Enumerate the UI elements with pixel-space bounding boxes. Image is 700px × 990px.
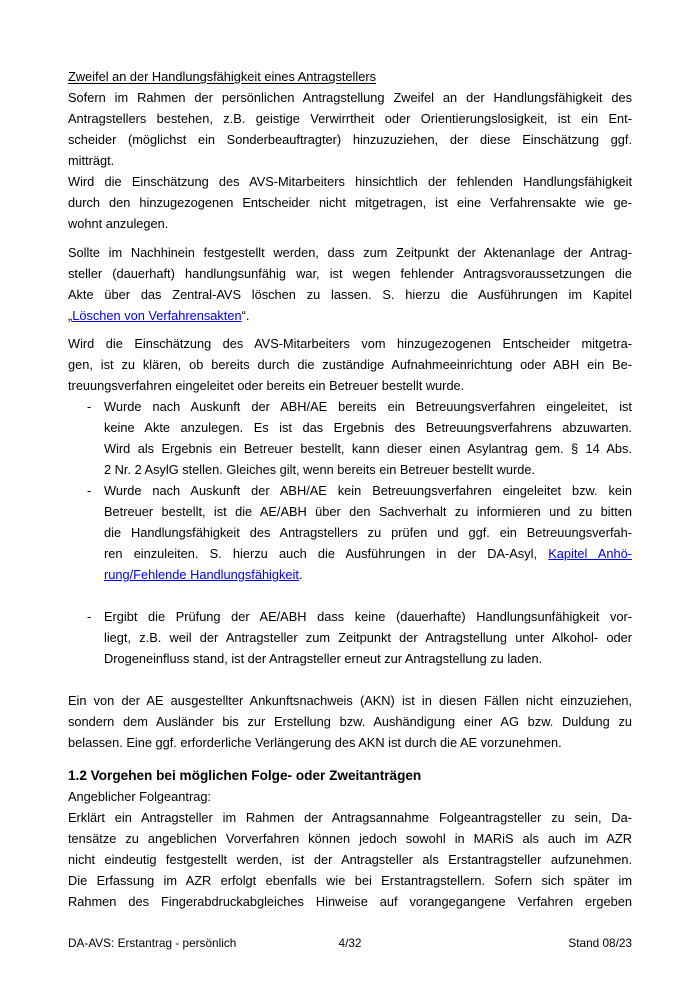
text-line: Akte über das Zentral-AVS löschen zu lassen. S. hierzu die Ausführungen im Kapitel (68, 287, 632, 302)
text-line: Drogeneinfluss stand, ist der Antragsteller erneut zur Antragstellung zu laden. (104, 651, 543, 666)
text-line: tensätze zu angeblichen Vorverfahren können jedoch sowohl in MARiS als auch im AZR (68, 831, 632, 846)
bullet-dash: - (87, 483, 92, 498)
text-line: keine Akte anzulegen. Es ist das Ergebnis des Betreuungsverfahrens abzuwarten. (104, 420, 632, 435)
link-kapitel-anhoerung-part2[interactable]: rung/Fehlende Handlungsfähigkeit (104, 567, 299, 582)
bullet-item-kein-betreuungsverfahren (68, 480, 632, 585)
text-line (104, 543, 632, 564)
bullet-text (104, 480, 632, 585)
bullet-dash: - (87, 609, 92, 624)
text-segment: . (298, 567, 303, 582)
bullet-item-betreuungsverfahren-eingeleitet (68, 396, 632, 480)
text-line: Ergibt die Prüfung der AE/ABH dass keine (dauerhafte) Handlungsunfähigkeit vor- (104, 609, 632, 624)
text-line: Antragstellers bestehen, z.B. geistige Verwirrtheit oder Orientierungslosigkeit, ist ein Ent- (68, 111, 632, 126)
section-title (68, 66, 632, 87)
link-loeschen-von-verfahrensakten[interactable]: Löschen von Verfahrensakten (72, 308, 242, 323)
link-kapitel-anhoerung-part1[interactable]: Kapitel Anhö- (548, 546, 632, 561)
text-segment: ren einzuleiten. S. hierzu auch die Ausführungen in der DA-Asyl, (104, 546, 549, 561)
text-line (68, 305, 632, 326)
bullet-text (104, 606, 632, 669)
page-footer (68, 936, 632, 950)
text-line: mitträgt. (68, 153, 115, 168)
text-line: scheider (möglichst ein Sonderbeauftragter) hinzuzuziehen, der diese Einschätzung ggf. (68, 132, 632, 147)
text-line: Wird als Ergebnis ein Betreuer bestellt, kann dieser einen Asylantrag gem. § 14 Abs. (104, 441, 632, 456)
paragraph-angeblicher-folgeantrag-label: Angeblicher Folgeantrag: (68, 789, 211, 804)
section-heading-1-2: 1.2 Vorgehen bei möglichen Folge- oder Zweitanträgen (68, 768, 422, 783)
text-line: Die Erfassung im AZR erfolgt ebenfalls wie bei Erstantragstellern. Sofern sich später im (68, 873, 632, 888)
text-line: treuungsverfahren eingeleitet oder bereits ein Betreuer bestellt wurde. (68, 378, 465, 393)
paragraph-folgeantrag-erfassung (68, 807, 632, 912)
text-line: die Handlungsfähigkeit des Antragstellers zu prüfen und ggf. ein Betreuungsverfah- (104, 525, 632, 540)
text-line: Sollte im Nachhinein festgestellt werden, dass zum Zeitpunkt der Aktenanlage der Antrag- (68, 245, 632, 260)
text-line: 2 Nr. 2 AsylG stellen. Gleiches gilt, wenn bereits ein Betreuer bestellt wurde. (104, 462, 536, 477)
footer-page-number: 4/32 (338, 936, 362, 950)
paragraph-ankunftsnachweis (68, 690, 632, 753)
text-line: Rahmen des Fingerabdruckabgleiches Hinweise auf vorangegangene Verfahren ergeben (68, 894, 632, 909)
text-line: gen, ist zu klären, ob bereits durch die zuständige Aufnahmeeinrichtung oder ABH ein Be- (68, 357, 632, 372)
text-line: nicht eindeutig festgestellt werden, ist der Antragsteller als Erstantragsteller aufzunehmen. (68, 852, 632, 867)
document-content (68, 66, 632, 912)
footer-version-date: Stand 08/23 (568, 936, 632, 950)
text-line: Sofern im Rahmen der persönlichen Antragstellung Zweifel an der Handlungsfähigkeit des (68, 90, 632, 105)
bullet-item-keine-handlungsunfaehigkeit (68, 606, 632, 669)
text-line: Wurde nach Auskunft der ABH/AE bereits ein Betreuungsverfahren eingeleitet, ist (104, 399, 632, 414)
footer-document-name: DA-AVS: Erstantrag - persönlich (68, 936, 237, 950)
text-line: Wird die Einschätzung des AVS-Mitarbeiters hinsichtlich der fehlenden Handlungsfähigkeit (68, 174, 632, 189)
paragraph-nachtraegliche-feststellung (68, 242, 632, 326)
text-line: liegt, z.B. weil der Antragsteller zum Zeitpunkt der Antragstellung unter Alkohol- oder (104, 630, 632, 645)
text-line: sondern dem Ausländer bis zur Erstellung bzw. Aushändigung einer AG bzw. Duldung zu (68, 714, 632, 729)
bullet-text (104, 396, 632, 480)
text-line: wohnt anzulegen. (68, 216, 169, 231)
quote-close: “. (241, 308, 250, 323)
text-line: steller (dauerhaft) handlungsunfähig war, ist wegen fehlender Antragsvoraussetzungen die (68, 266, 632, 281)
quote-open: „ (68, 308, 73, 323)
text-line: durch den hinzugezogenen Entscheider nicht mitgetragen, ist eine Verfahrensakte wie ge- (68, 195, 632, 210)
text-line: Erklärt ein Antragsteller im Rahmen der Antragsannahme Folgeantragsteller zu sein, Da- (68, 810, 632, 825)
paragraph-einschaetzung-nicht-mitgetragen (68, 171, 632, 234)
text-line: belassen. Eine ggf. erforderliche Verlängerung des AKN ist durch die AE vorzunehmen. (68, 735, 562, 750)
text-line: Ein von der AE ausgestellter Ankunftsnachweis (AKN) ist in diesen Fällen nicht einzuziehen, (68, 693, 632, 708)
text-line: Wird die Einschätzung des AVS-Mitarbeiters vom hinzugezogenen Entscheider mitgetra- (68, 336, 632, 351)
section-title-text: Zweifel an der Handlungsfähigkeit eines Antragstellers (68, 69, 377, 84)
paragraph-handlungsfaehigkeit-zweifel (68, 87, 632, 171)
bullet-dash: - (87, 399, 92, 414)
paragraph-einschaetzung-mitgetragen (68, 333, 632, 396)
text-line: Betreuer bestellt, ist die AE/ABH über den Sachverhalt zu informieren und zu bitten (104, 504, 632, 519)
text-line: Wurde nach Auskunft der ABH/AE kein Betreuungsverfahren eingeleitet bzw. kein (104, 483, 632, 498)
text-line (104, 564, 632, 585)
